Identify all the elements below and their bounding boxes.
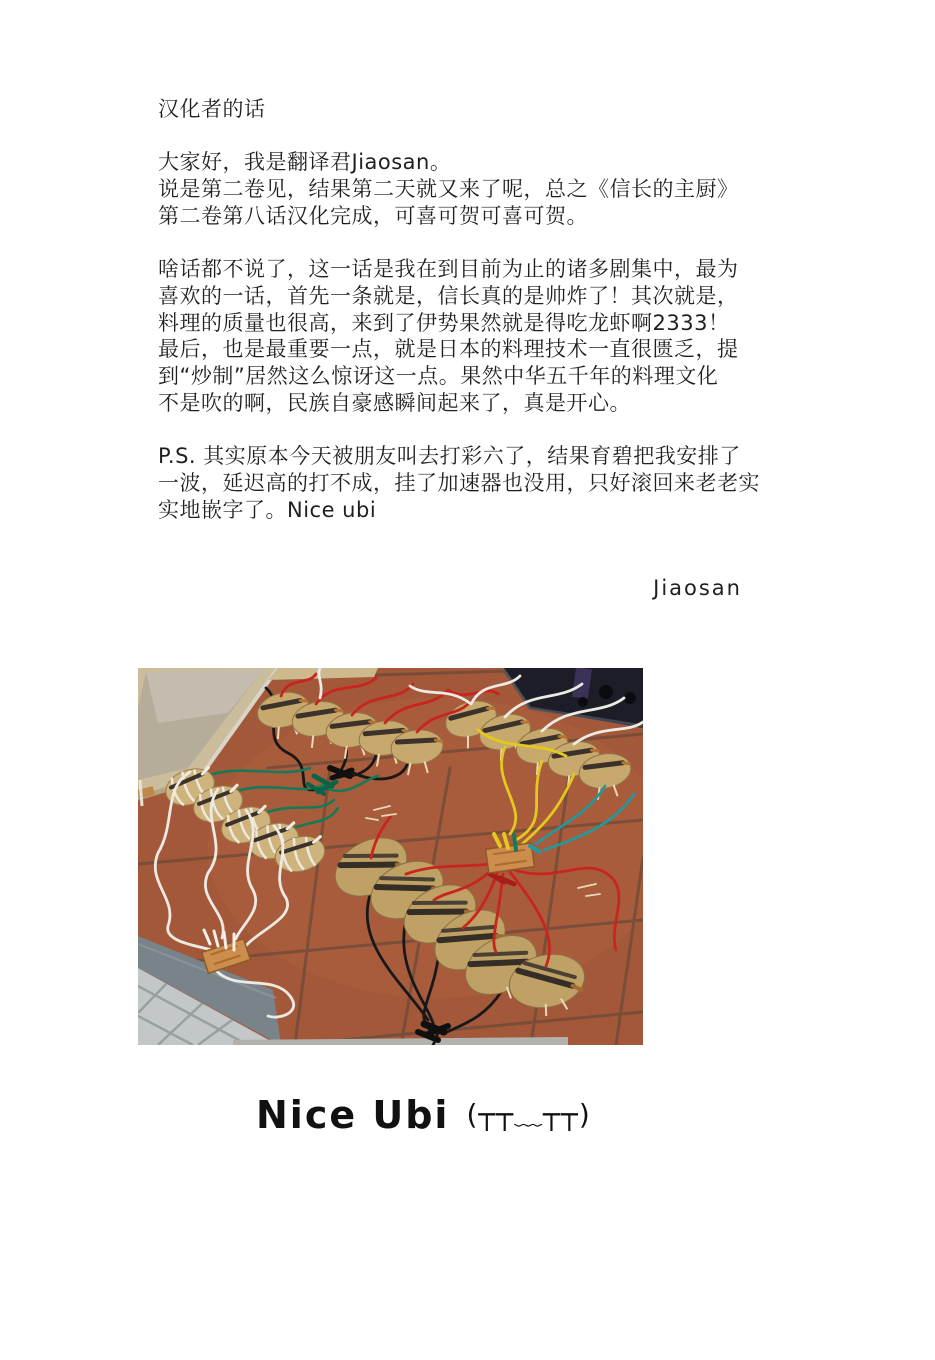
text-line: 最后，也是最重要一点，就是日本的料理技术一直很匮乏，提	[158, 337, 739, 362]
text-line: P.S. 其实原本今天被朋友叫去打彩六了，结果育碧把我安排了	[158, 444, 741, 469]
text-line: 第二卷第八话汉化完成，可喜可贺可喜可贺。	[158, 203, 588, 228]
note-paragraph-2	[158, 256, 742, 416]
note-paragraph-1	[158, 149, 742, 229]
text-line: 喜欢的一话，首先一条就是，信长真的是帅炸了！其次就是，	[158, 283, 739, 308]
potato-battery-photo	[138, 668, 643, 1045]
footer-headline	[256, 1093, 591, 1137]
text-line: 实地嵌字了。Nice ubi	[158, 497, 377, 522]
text-line: 大家好，我是翻译君Jiaosan。	[158, 150, 452, 175]
crying-kaomoji: (┬┬﹏┬┬)	[466, 1098, 591, 1131]
text-line: 说是第二卷见，结果第二天就又来了呢，总之《信长的主厨》	[158, 177, 739, 202]
note-paragraph-ps	[158, 443, 760, 523]
text-line: 到“炒制”居然这么惊讶这一点。果然中华五千年的料理文化	[158, 364, 719, 388]
translator-signature: Jiaosan	[653, 576, 742, 601]
note-title: 汉化者的话	[158, 97, 266, 121]
nice-ubi-text: Nice Ubi	[256, 1093, 450, 1137]
translator-note	[158, 96, 760, 602]
text-line: 啥话都不说了，这一话是我在到目前为止的诸多剧集中，最为	[158, 257, 739, 282]
text-line: 一波，延迟高的打不成，挂了加速器也没用，只好滚回来老老实	[158, 470, 760, 495]
text-line: 不是吹的啊，民族自豪感瞬间起来了，真是开心。	[158, 390, 631, 415]
text-line: 料理的质量也很高，来到了伊势果然就是得吃龙虾啊2333！	[158, 310, 730, 335]
